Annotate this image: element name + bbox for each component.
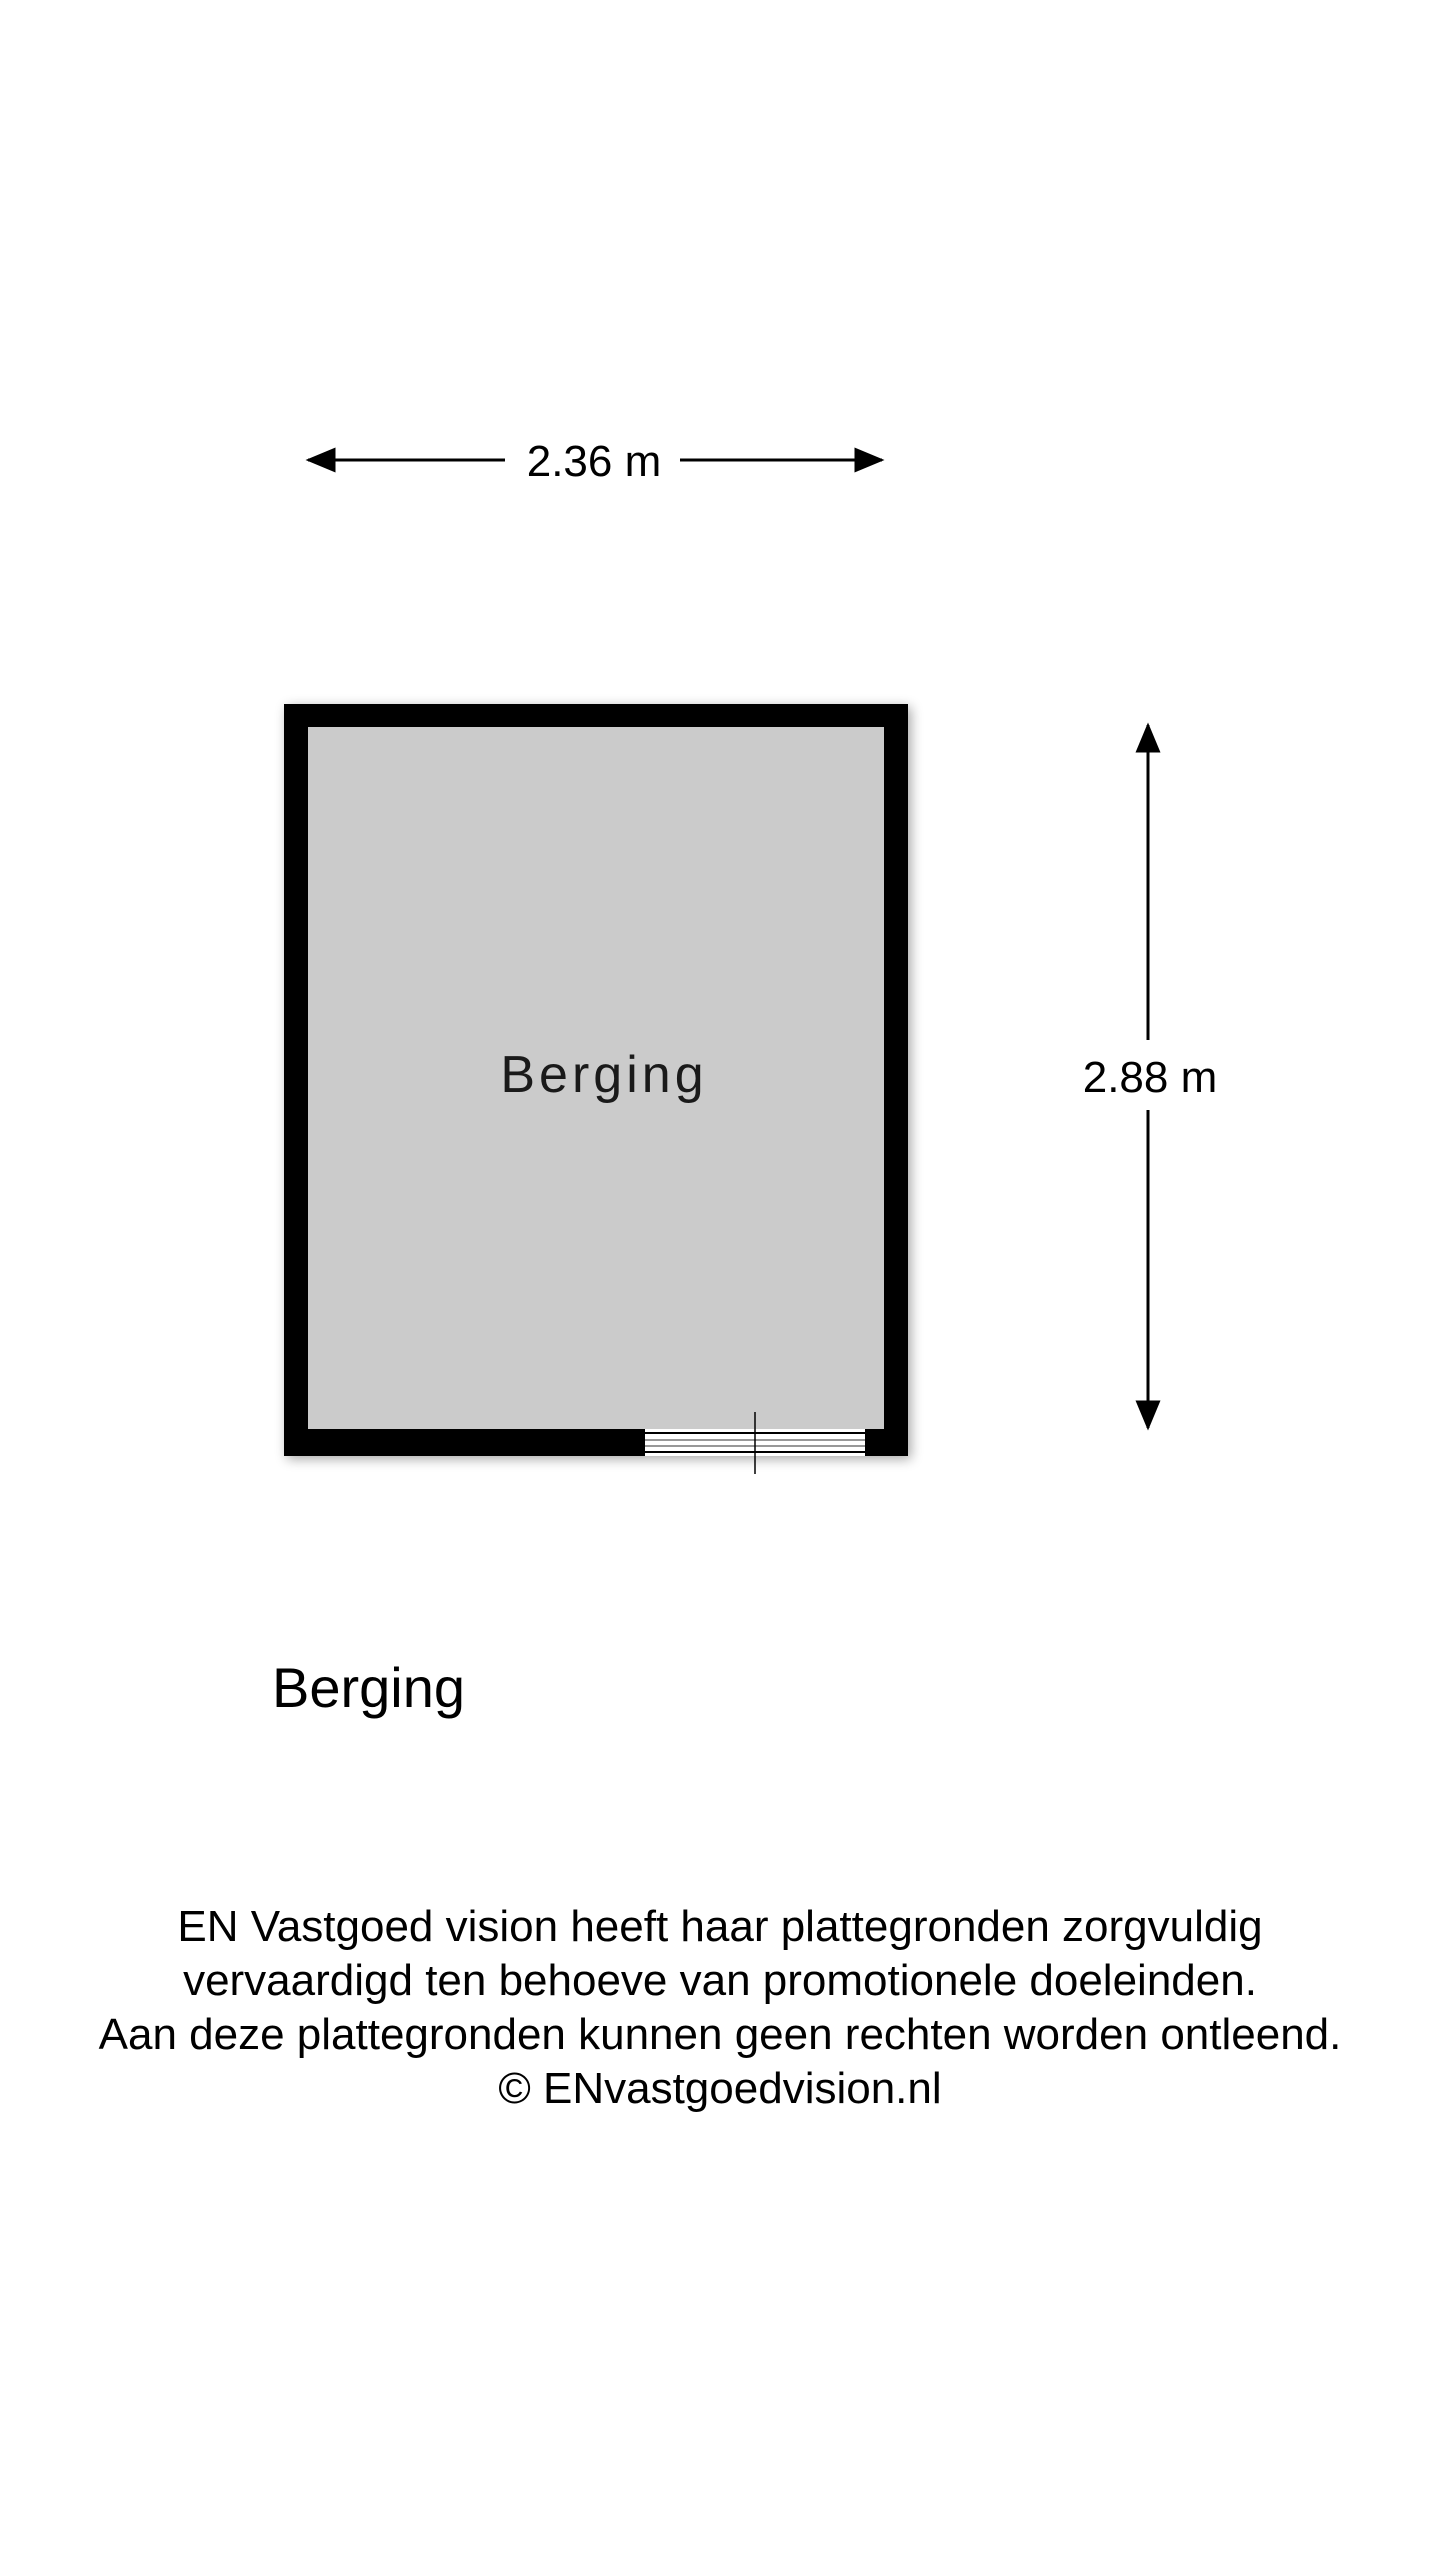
disclaimer-line: vervaardigd ten behoeve van promotionele doeleinden. xyxy=(183,1956,1257,2005)
floor-title: Berging xyxy=(272,1656,466,1719)
height-dimension-label: 2.88 m xyxy=(1082,1053,1218,1102)
copyright-line: © ENvastgoedvision.nl xyxy=(498,2064,942,2113)
disclaimer-line: EN Vastgoed vision heeft haar plattegronden zorgvuldig xyxy=(177,1902,1263,1951)
disclaimer xyxy=(0,1900,1440,2116)
room-label: Berging xyxy=(500,1046,708,1104)
disclaimer-line: Aan deze plattegronden kunnen geen rechten worden ontleend. xyxy=(98,2010,1342,2059)
width-dimension xyxy=(308,437,882,486)
width-dimension-label: 2.36 m xyxy=(526,437,662,486)
height-dimension xyxy=(1083,725,1218,1428)
